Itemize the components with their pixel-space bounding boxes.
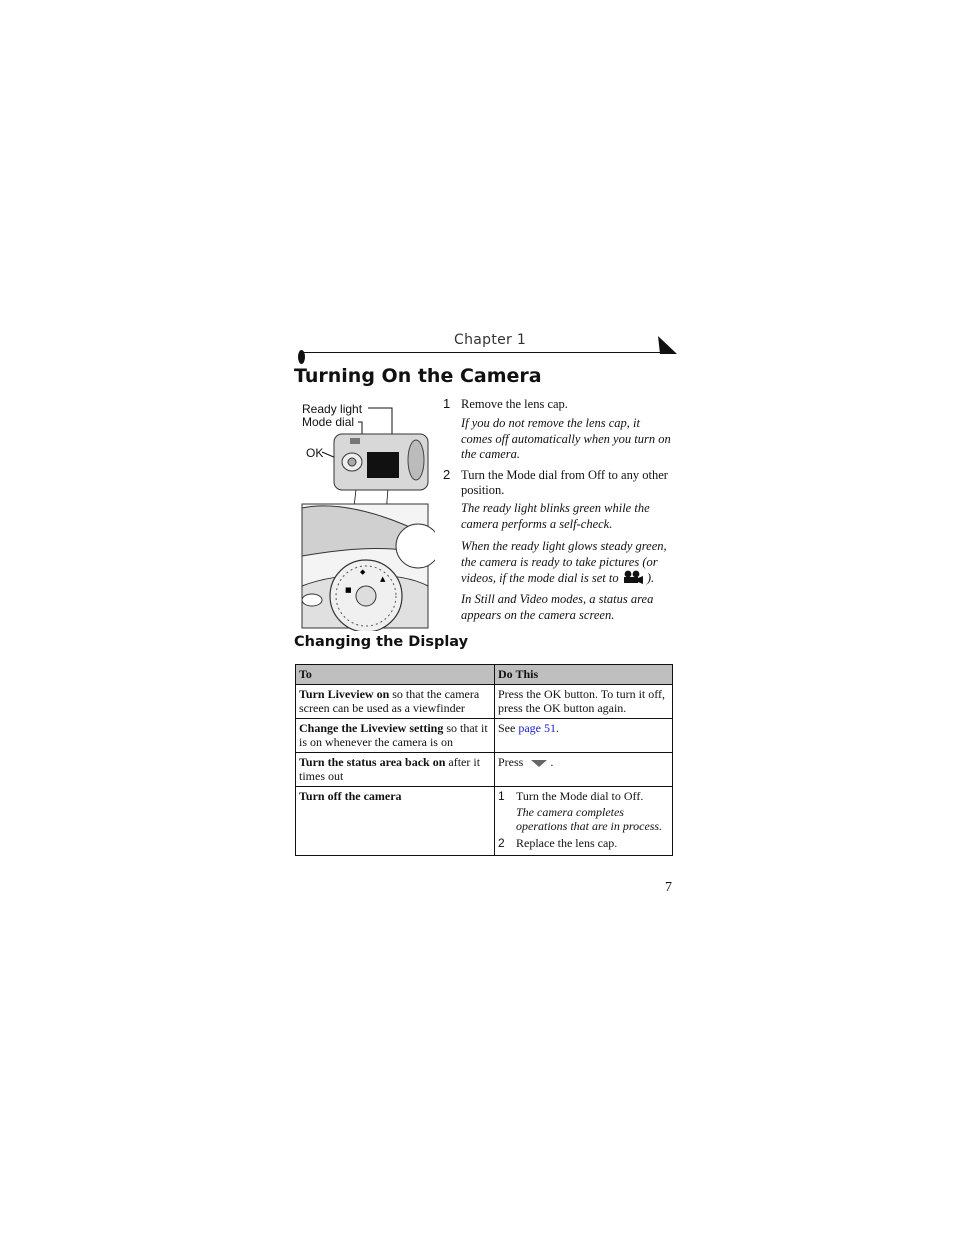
row-to-bold: Turn the status area back on [299, 755, 446, 769]
row-action [495, 753, 673, 787]
off-step-1-number: 1 [498, 789, 505, 803]
off-step-1-text: Turn the Mode dial to Off. [516, 789, 644, 803]
row-to [296, 719, 495, 753]
row-action-prefix: Press [498, 755, 524, 769]
off-step-2-text: Replace the lens cap. [516, 836, 618, 850]
down-arrow-icon [528, 758, 550, 768]
header-to: To [296, 665, 495, 685]
page-51-link[interactable]: page 51 [518, 721, 556, 735]
header-do-this: Do This [495, 665, 673, 685]
row-to-rest: so that the camera screen can be used as a viewfinder [299, 687, 480, 715]
svg-text:▲: ▲ [380, 575, 386, 583]
section-title: Changing the Display [294, 634, 469, 650]
step-1-number: 1 [443, 396, 451, 411]
steady-green-note-end: ). [646, 571, 655, 585]
row-action [495, 787, 673, 856]
off-step-2-number: 2 [498, 836, 505, 850]
row-to-bold: Turn Liveview on [299, 687, 390, 701]
callout-ready-light: Ready light [302, 402, 363, 416]
off-step-1-note: The camera completes operations that are in process. [516, 805, 663, 833]
step-1-note: If you do not remove the lens cap, it comes off automatically when you turn on the camera. [461, 416, 671, 461]
step-1-text: Remove the lens cap. [461, 397, 568, 411]
row-action-suffix: . [550, 755, 554, 769]
row-action-prefix: See [498, 721, 519, 735]
table-row [296, 753, 673, 787]
callout-mode-dial: Mode dial [302, 415, 355, 429]
chapter-label: Chapter 1 [454, 332, 527, 348]
svg-text:■: ■ [345, 586, 352, 594]
header-rule [300, 352, 662, 353]
page-title: Turning On the Camera [294, 365, 542, 387]
row-action: Press the OK button. To turn it off, press the OK button again. [495, 685, 673, 719]
camera-illustration [300, 396, 435, 631]
table-header-row [296, 665, 673, 685]
steady-green-note-text: When the ready light glows steady green, the camera is ready to take pictures (or videos, if the mode dial is set to [461, 539, 667, 585]
off-step-2 [498, 836, 669, 850]
row-to [296, 753, 495, 787]
step-2-text: Turn the Mode dial from Off to any other position. [461, 468, 668, 497]
svg-text:◆: ◆ [360, 568, 366, 576]
callout-ok: OK [306, 446, 324, 460]
row-to [296, 787, 495, 856]
status-area-note: In Still and Video modes, a status area appears on the camera screen. [461, 592, 654, 622]
page-number: 7 [665, 880, 672, 895]
table-row [296, 719, 673, 753]
row-to-rest: so that it is on whenever the camera is on [299, 721, 488, 749]
display-table [295, 664, 673, 856]
row-action-suffix: . [555, 721, 559, 735]
row-to [296, 685, 495, 719]
off-step-1 [498, 789, 669, 803]
table-row [296, 685, 673, 719]
step-2-note: The ready light blinks green while the camera performs a self-check. [461, 501, 650, 531]
row-to-bold: Change the Liveview setting [299, 721, 444, 735]
header-rule-arrow-icon [656, 334, 678, 356]
row-action [495, 719, 673, 753]
steady-green-note [461, 539, 673, 587]
camera-figure [300, 396, 435, 631]
video-camera-icon [622, 570, 644, 584]
row-to-rest: after it times out [299, 755, 481, 783]
table-row [296, 787, 673, 856]
row-to-bold: Turn off the camera [299, 789, 402, 803]
step-2-number: 2 [443, 467, 451, 482]
